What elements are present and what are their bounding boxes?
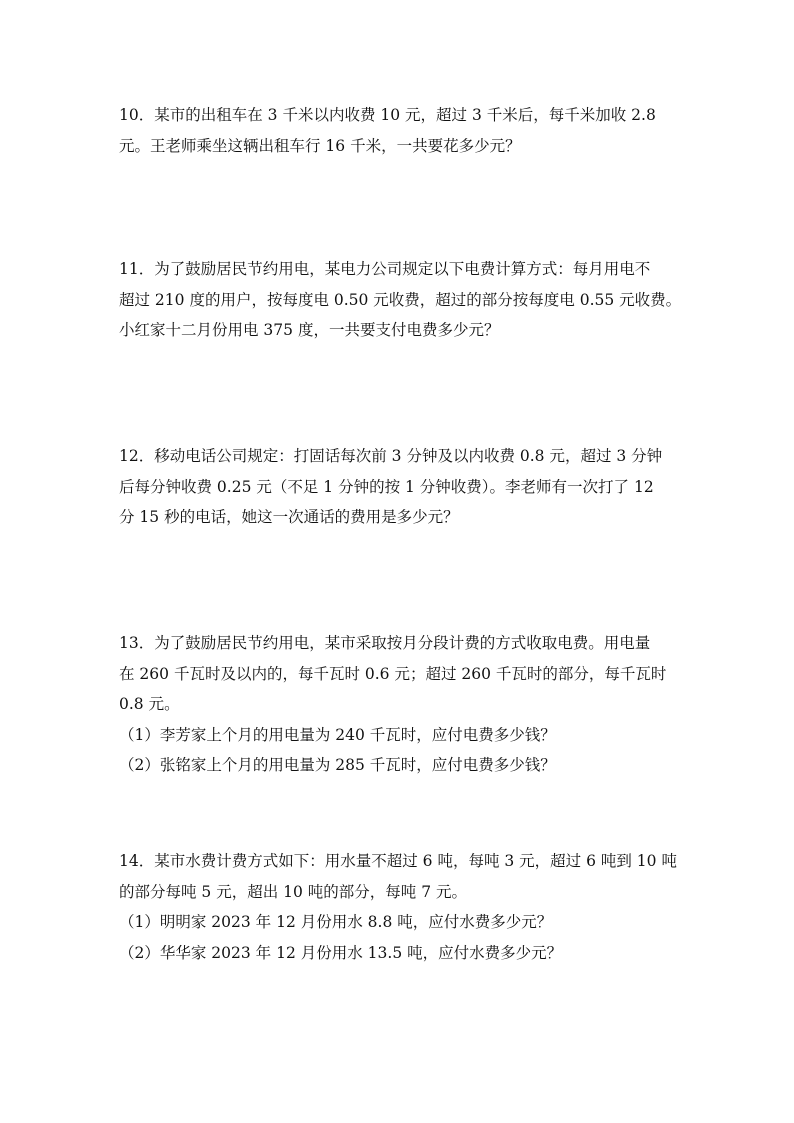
sub-question-1: （1）明明家 2023 年 12 月份用水 8.8 吨，应付水费多少元？ <box>119 913 553 931</box>
problem-13 <box>119 628 679 781</box>
problem-line: 小红家十二月份用电 375 度，一共要支付电费多少元？ <box>119 321 500 339</box>
problem-line: 12．移动电话公司规定：打固话每次前 3 分钟及以内收费 0.8 元，超过 3 分钟 <box>119 447 663 465</box>
problem-line: 11．为了鼓励居民节约用电，某电力公司规定以下电费计算方式：每月用电不 <box>119 260 651 278</box>
problem-line: 元。王老师乘坐这辆出租车行 16 千米，一共要花多少元？ <box>119 136 521 155</box>
problem-10 <box>119 100 679 161</box>
problem-line: 0.8 元。 <box>119 695 180 713</box>
problem-line: 的部分每吨 5 元，超出 10 吨的部分，每吨 7 元。 <box>119 882 468 901</box>
problem-line: 10．某市的出租车在 3 千米以内收费 10 元，超过 3 千米后，每千米加收 2.8 <box>119 106 656 124</box>
problem-line: 超过 210 度的用户，按每度电 0.50 元收费，超过的部分按每度电 0.55 元收费。 <box>119 290 682 309</box>
sub-question-2: （2）张铭家上个月的用电量为 285 千瓦时，应付电费多少钱？ <box>119 756 556 774</box>
sub-question-1: （1）李芳家上个月的用电量为 240 千瓦时，应付电费多少钱？ <box>119 725 556 744</box>
problem-11 <box>119 254 682 346</box>
problem-line: 后每分钟收费 0.25 元（不足 1 分钟的按 1 分钟收费）。李老师有一次打了 12 <box>119 477 654 496</box>
problem-line: 分 15 秒的电话，她这一次通话的费用是多少元？ <box>119 508 459 526</box>
problem-line: 14．某市水费计费方式如下：用水量不超过 6 吨，每吨 3 元，超过 6 吨到 10 吨 <box>119 852 677 870</box>
problem-line: 13．为了鼓励居民节约用电，某市采取按月分段计费的方式收取电费。用电量 <box>119 634 651 652</box>
problem-12 <box>119 441 679 533</box>
problem-line: 在 260 千瓦时及以内的，每千瓦时 0.6 元；超过 260 千瓦时的部分，每千瓦时 <box>119 664 667 683</box>
sub-question-2: （2）华华家 2023 年 12 月份用水 13.5 吨，应付水费多少元？ <box>119 943 563 962</box>
problem-14 <box>119 846 679 968</box>
